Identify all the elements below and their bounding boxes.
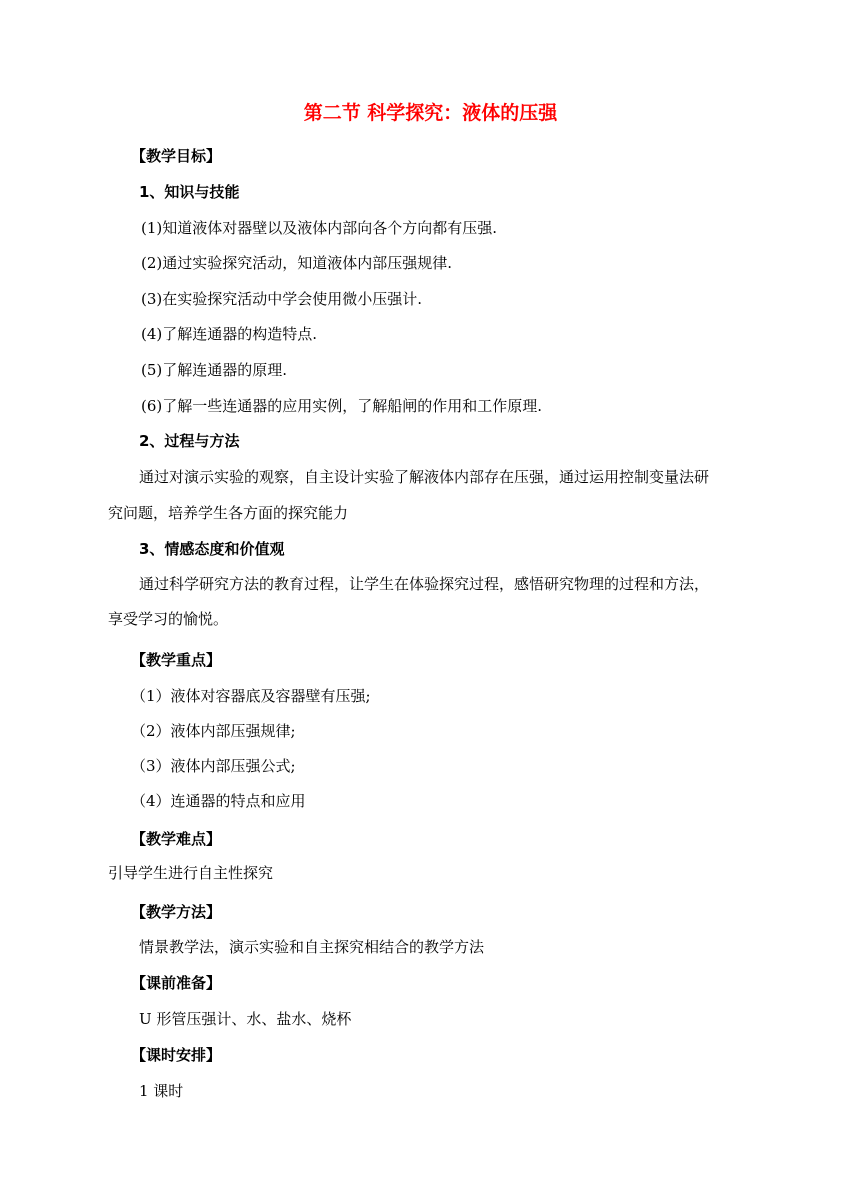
- keypoint-item: （3）液体内部压强公式;: [131, 757, 296, 775]
- goal-item: (3)在实验探究活动中学会使用微小压强计.: [141, 290, 423, 308]
- subheading-attitude-values: 3、情感态度和价值观: [139, 540, 285, 558]
- section-heading-difficulty: 【教学难点】: [131, 830, 222, 848]
- method-text: 情景教学法，演示实验和自主探究相结合的教学方法: [139, 938, 485, 956]
- goal-item: (5)了解连通器的原理.: [141, 361, 288, 379]
- subheading-process-method: 2、过程与方法: [139, 432, 240, 450]
- section-heading-keypoints: 【教学重点】: [131, 651, 222, 669]
- goal-item: (1)知道液体对器壁以及液体内部向各个方向都有压强.: [141, 219, 498, 237]
- goal-item: (6)了解一些连通器的应用实例，了解船闸的作用和工作原理.: [141, 397, 543, 415]
- subheading-knowledge-skills: 1、知识与技能: [139, 183, 240, 201]
- paragraph-line: 究问题，培养学生各方面的探究能力: [108, 504, 349, 522]
- schedule-text: 1 课时: [139, 1082, 184, 1100]
- goal-item: (2)通过实验探究活动，知道液体内部压强规律.: [141, 254, 453, 272]
- section-heading-goals: 【教学目标】: [131, 147, 222, 165]
- keypoint-item: （1）液体对容器底及容器壁有压强;: [131, 687, 371, 705]
- section-heading-preparation: 【课前准备】: [131, 974, 222, 992]
- paragraph-line: 享受学习的愉悦。: [108, 610, 229, 628]
- keypoint-item: （2）液体内部压强规律;: [131, 722, 296, 740]
- preparation-text: U 形管压强计、水、盐水、烧杯: [139, 1010, 352, 1028]
- difficulty-text: 引导学生进行自主性探究: [108, 864, 274, 882]
- page-title: 第二节 科学探究：液体的压强: [303, 102, 558, 124]
- goal-item: (4)了解连通器的构造特点.: [141, 325, 318, 343]
- section-heading-schedule: 【课时安排】: [131, 1046, 222, 1064]
- paragraph-line: 通过对演示实验的观察，自主设计实验了解液体内部存在压强，通过运用控制变量法研: [139, 468, 710, 486]
- keypoint-item: （4）连通器的特点和应用: [131, 792, 306, 810]
- paragraph-line: 通过科学研究方法的教育过程，让学生在体验探究过程，感悟研究物理的过程和方法，: [139, 575, 710, 593]
- section-heading-method: 【教学方法】: [131, 903, 222, 921]
